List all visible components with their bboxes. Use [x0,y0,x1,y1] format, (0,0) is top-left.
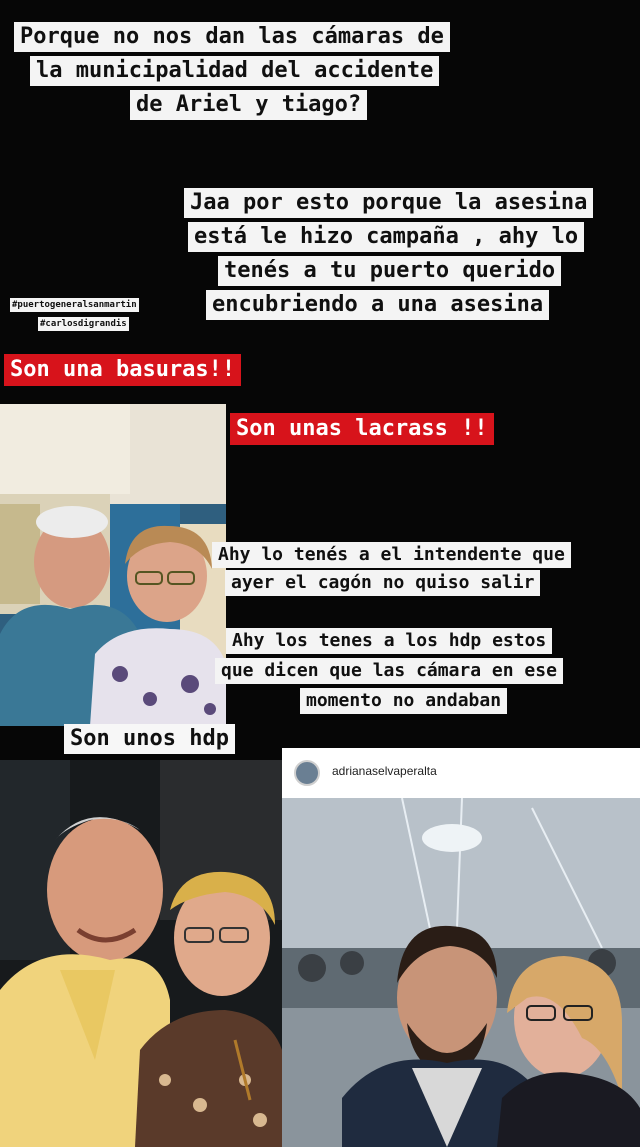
hashtag-carlos[interactable]: #carlosdigrandis [40,319,127,329]
camera-line-3: momento no andaban [300,688,507,714]
instagram-username[interactable]: adrianaselvaperalta [332,764,437,778]
photo-concert-selfie [282,798,640,1147]
red-label-basuras: Son una basuras!! [4,354,241,386]
photo-selfie-couple-image [0,760,282,1147]
red-label-lacrass: Son unas lacrass !! [230,413,494,445]
photo-couple-indoor [0,404,226,726]
reply-line-3: tenés a tu puerto querido [218,256,561,286]
label-son-unos-hdp: Son unos hdp [64,724,235,754]
photo-couple-indoor-image [0,404,226,726]
reply-line-1: Jaa por esto porque la asesina [184,188,593,218]
camera-line-2: que dicen que las cámara en ese [215,658,563,684]
question-line-1: Porque no nos dan las cámaras de [14,22,450,52]
hashtag-puerto[interactable]: #puertogeneralsanmartin [12,300,137,310]
photo-selfie-couple [0,760,282,1147]
avatar[interactable] [294,760,320,786]
reply-line-4: encubriendo a una asesina [206,290,549,320]
reply-line-2: está le hizo campaña , ahy lo [188,222,584,252]
mayor-line-2: ayer el cagón no quiso salir [225,570,540,596]
instagram-post-header [282,748,640,798]
question-line-3: de Ariel y tiago? [130,90,367,120]
question-line-2: la municipalidad del accidente [30,56,439,86]
camera-line-1: Ahy los tenes a los hdp estos [226,628,552,654]
photo-concert-selfie-image [282,798,640,1147]
mayor-line-1: Ahy lo tenés a el intendente que [212,542,571,568]
